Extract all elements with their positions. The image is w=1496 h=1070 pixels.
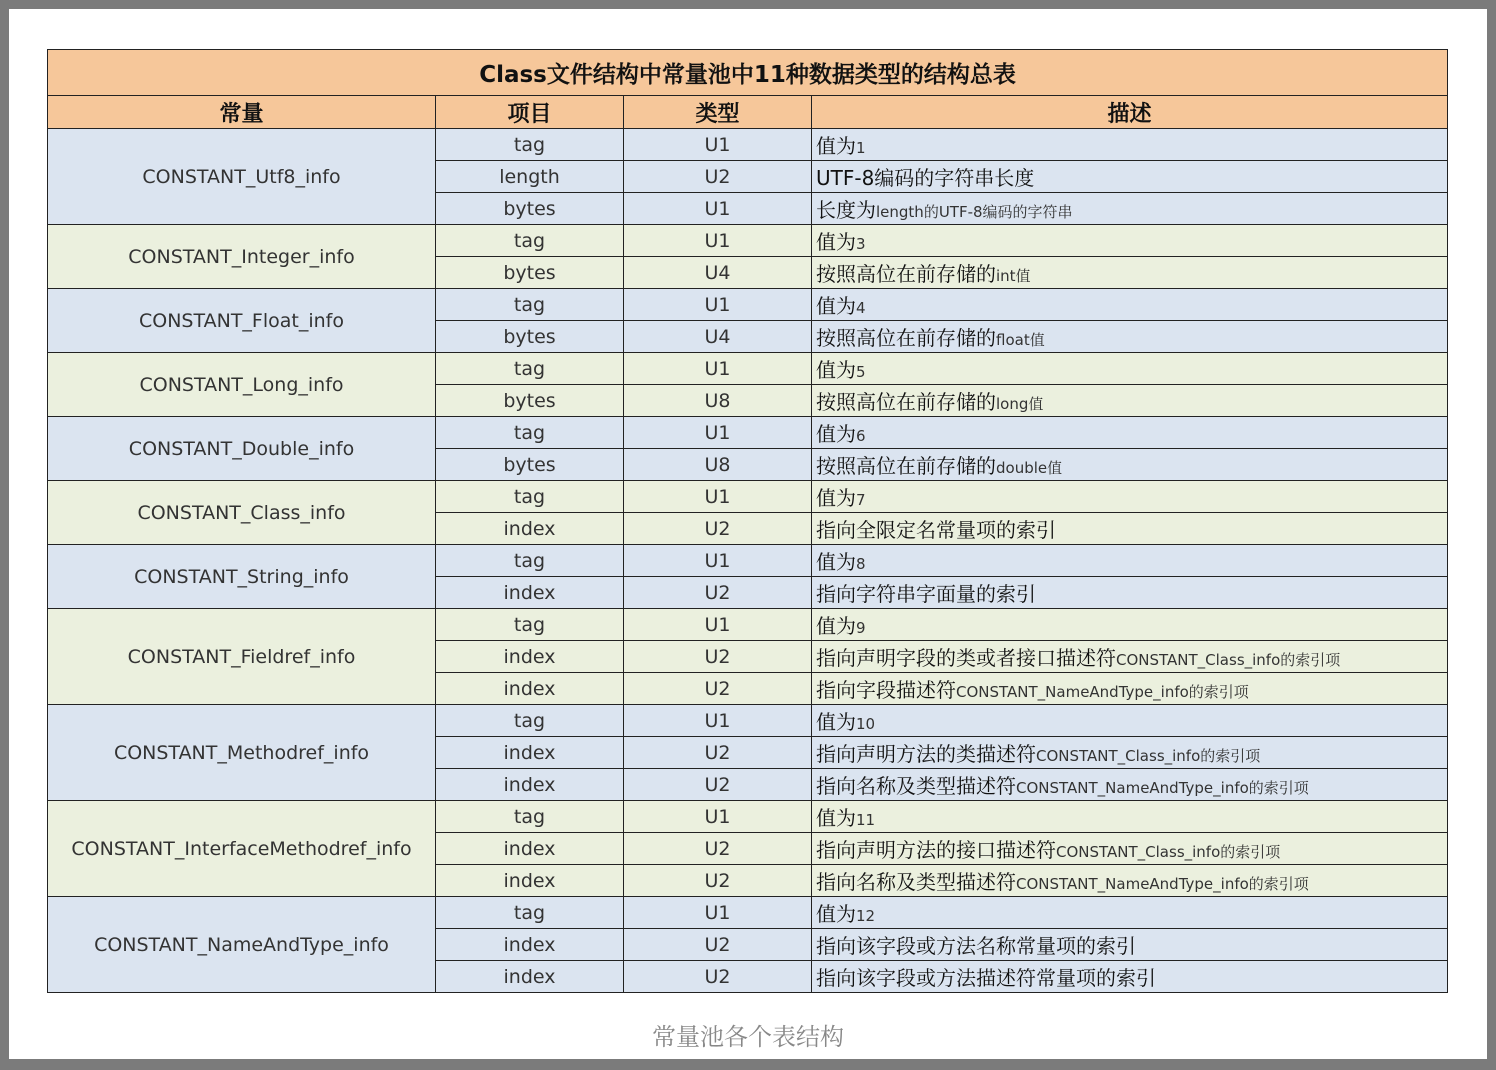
table-title: Class文件结构中常量池中11种数据类型的结构总表: [48, 50, 1448, 96]
table-row: [48, 225, 1448, 257]
item-cell: length: [436, 161, 624, 193]
item-cell: tag: [436, 705, 624, 737]
description-text: 指向声明字段的类或者接口描述符: [816, 646, 1116, 670]
description-text: 按照高位在前存储的: [816, 326, 996, 350]
table-row: [48, 897, 1448, 929]
type-cell: U1: [624, 801, 812, 833]
description-text: 值为: [816, 294, 856, 318]
table-row: [48, 289, 1448, 321]
description-suffix: 3: [856, 235, 866, 253]
item-cell: index: [436, 673, 624, 705]
item-cell: tag: [436, 545, 624, 577]
item-cell: index: [436, 577, 624, 609]
type-cell: U1: [624, 289, 812, 321]
description-text: 值为: [816, 358, 856, 382]
description-suffix: 12: [856, 907, 876, 925]
description-text: 值为: [816, 486, 856, 510]
description-cell: [812, 833, 1448, 865]
description-text: 指向名称及类型描述符: [816, 774, 1016, 798]
description-suffix: CONSTANT_Class_info的索引项: [1036, 747, 1261, 765]
description-suffix: CONSTANT_NameAndType_info的索引项: [1016, 779, 1309, 797]
item-cell: tag: [436, 481, 624, 513]
type-cell: U2: [624, 961, 812, 993]
type-cell: U1: [624, 705, 812, 737]
description-cell: [812, 353, 1448, 385]
description-cell: [812, 801, 1448, 833]
constant-name-cell: CONSTANT_Class_info: [48, 481, 436, 545]
type-cell: U1: [624, 225, 812, 257]
constant-name-cell: CONSTANT_Float_info: [48, 289, 436, 353]
description-suffix: 1: [856, 139, 866, 157]
description-cell: [812, 161, 1448, 193]
description-cell: [812, 929, 1448, 961]
description-text: 指向声明方法的类描述符: [816, 742, 1036, 766]
description-suffix: CONSTANT_NameAndType_info的索引项: [956, 683, 1249, 701]
description-text: 指向该字段或方法描述符常量项的索引: [816, 966, 1156, 990]
item-cell: index: [436, 833, 624, 865]
description-text: 值为: [816, 806, 856, 830]
description-suffix: 9: [856, 619, 866, 637]
header-constant: 常量: [48, 96, 436, 129]
description-text: 指向全限定名常量项的索引: [816, 518, 1056, 542]
header-type: 类型: [624, 96, 812, 129]
description-cell: [812, 385, 1448, 417]
table-row: [48, 609, 1448, 641]
type-cell: U2: [624, 577, 812, 609]
description-cell: [812, 321, 1448, 353]
type-cell: U2: [624, 833, 812, 865]
description-cell: [812, 769, 1448, 801]
constant-name-cell: CONSTANT_String_info: [48, 545, 436, 609]
description-cell: [812, 897, 1448, 929]
item-cell: index: [436, 641, 624, 673]
item-cell: bytes: [436, 449, 624, 481]
type-cell: U1: [624, 417, 812, 449]
constant-name-cell: CONSTANT_Fieldref_info: [48, 609, 436, 705]
item-cell: index: [436, 929, 624, 961]
description-text: 按照高位在前存储的: [816, 262, 996, 286]
description-suffix: 6: [856, 427, 866, 445]
description-suffix: 10: [856, 715, 876, 733]
description-cell: [812, 737, 1448, 769]
description-suffix: double值: [996, 459, 1063, 477]
description-cell: [812, 641, 1448, 673]
constant-name-cell: CONSTANT_NameAndType_info: [48, 897, 436, 993]
constant-name-cell: CONSTANT_Double_info: [48, 417, 436, 481]
description-cell: [812, 449, 1448, 481]
description-text: 值为: [816, 710, 856, 734]
description-cell: [812, 545, 1448, 577]
image-frame: [9, 9, 1487, 1059]
type-cell: U1: [624, 481, 812, 513]
item-cell: tag: [436, 353, 624, 385]
description-suffix: CONSTANT_Class_info的索引项: [1056, 843, 1281, 861]
type-cell: U2: [624, 513, 812, 545]
item-cell: tag: [436, 609, 624, 641]
description-text: 指向名称及类型描述符: [816, 870, 1016, 894]
item-cell: tag: [436, 225, 624, 257]
type-cell: U2: [624, 737, 812, 769]
description-cell: [812, 577, 1448, 609]
description-cell: [812, 961, 1448, 993]
type-cell: U8: [624, 449, 812, 481]
description-text: 值为: [816, 230, 856, 254]
type-cell: U1: [624, 353, 812, 385]
description-cell: [812, 609, 1448, 641]
type-cell: U1: [624, 897, 812, 929]
description-text: UTF-8编码的字符串长度: [816, 166, 1035, 190]
constant-name-cell: CONSTANT_Integer_info: [48, 225, 436, 289]
type-cell: U4: [624, 321, 812, 353]
type-cell: U8: [624, 385, 812, 417]
description-suffix: 8: [856, 555, 866, 573]
description-text: 值为: [816, 902, 856, 926]
item-cell: index: [436, 513, 624, 545]
description-text: 按照高位在前存储的: [816, 454, 996, 478]
description-text: 值为: [816, 422, 856, 446]
table-row: [48, 801, 1448, 833]
description-suffix: int值: [996, 267, 1031, 285]
description-text: 指向字段描述符: [816, 678, 956, 702]
description-suffix: 7: [856, 491, 866, 509]
description-cell: [812, 129, 1448, 161]
item-cell: tag: [436, 129, 624, 161]
description-suffix: 4: [856, 299, 866, 317]
table-row: [48, 417, 1448, 449]
item-cell: tag: [436, 289, 624, 321]
item-cell: index: [436, 769, 624, 801]
type-cell: U2: [624, 673, 812, 705]
description-suffix: 11: [856, 811, 876, 829]
description-text: 指向该字段或方法名称常量项的索引: [816, 934, 1136, 958]
item-cell: index: [436, 961, 624, 993]
description-cell: [812, 289, 1448, 321]
table-row: [48, 353, 1448, 385]
description-text: 值为: [816, 550, 856, 574]
constant-pool-table-wrap: [47, 49, 1447, 993]
constant-name-cell: CONSTANT_Utf8_info: [48, 129, 436, 225]
table-row: [48, 705, 1448, 737]
constant-name-cell: CONSTANT_Long_info: [48, 353, 436, 417]
table-row: [48, 481, 1448, 513]
figure-caption: 常量池各个表结构: [652, 1023, 844, 1051]
table-row: [48, 545, 1448, 577]
item-cell: tag: [436, 801, 624, 833]
item-cell: tag: [436, 897, 624, 929]
description-cell: [812, 417, 1448, 449]
description-text: 按照高位在前存储的: [816, 390, 996, 414]
table-body: [48, 129, 1448, 993]
item-cell: bytes: [436, 321, 624, 353]
description-cell: [812, 705, 1448, 737]
description-suffix: long值: [996, 395, 1044, 413]
description-cell: [812, 481, 1448, 513]
description-text: 指向声明方法的接口描述符: [816, 838, 1056, 862]
type-cell: U2: [624, 865, 812, 897]
type-cell: U1: [624, 545, 812, 577]
description-suffix: length的UTF-8编码的字符串: [876, 203, 1073, 221]
description-text: 值为: [816, 614, 856, 638]
type-cell: U1: [624, 609, 812, 641]
type-cell: U2: [624, 161, 812, 193]
type-cell: U4: [624, 257, 812, 289]
description-text: 值为: [816, 134, 856, 158]
constant-name-cell: CONSTANT_InterfaceMethodref_info: [48, 801, 436, 897]
item-cell: index: [436, 737, 624, 769]
description-text: 指向字符串字面量的索引: [816, 582, 1036, 606]
description-suffix: 5: [856, 363, 866, 381]
header-item: 项目: [436, 96, 624, 129]
item-cell: tag: [436, 417, 624, 449]
description-suffix: CONSTANT_Class_info的索引项: [1116, 651, 1341, 669]
item-cell: bytes: [436, 385, 624, 417]
header-description: 描述: [812, 96, 1448, 129]
description-suffix: float值: [996, 331, 1045, 349]
table-row: [48, 129, 1448, 161]
item-cell: bytes: [436, 193, 624, 225]
description-cell: [812, 865, 1448, 897]
description-cell: [812, 513, 1448, 545]
item-cell: index: [436, 865, 624, 897]
type-cell: U1: [624, 129, 812, 161]
description-cell: [812, 193, 1448, 225]
type-cell: U2: [624, 641, 812, 673]
description-cell: [812, 257, 1448, 289]
type-cell: U2: [624, 769, 812, 801]
description-cell: [812, 673, 1448, 705]
type-cell: U2: [624, 929, 812, 961]
constant-name-cell: CONSTANT_Methodref_info: [48, 705, 436, 801]
description-suffix: CONSTANT_NameAndType_info的索引项: [1016, 875, 1309, 893]
description-text: 长度为: [816, 198, 876, 222]
description-cell: [812, 225, 1448, 257]
item-cell: bytes: [436, 257, 624, 289]
constant-pool-table: [47, 49, 1448, 993]
type-cell: U1: [624, 193, 812, 225]
